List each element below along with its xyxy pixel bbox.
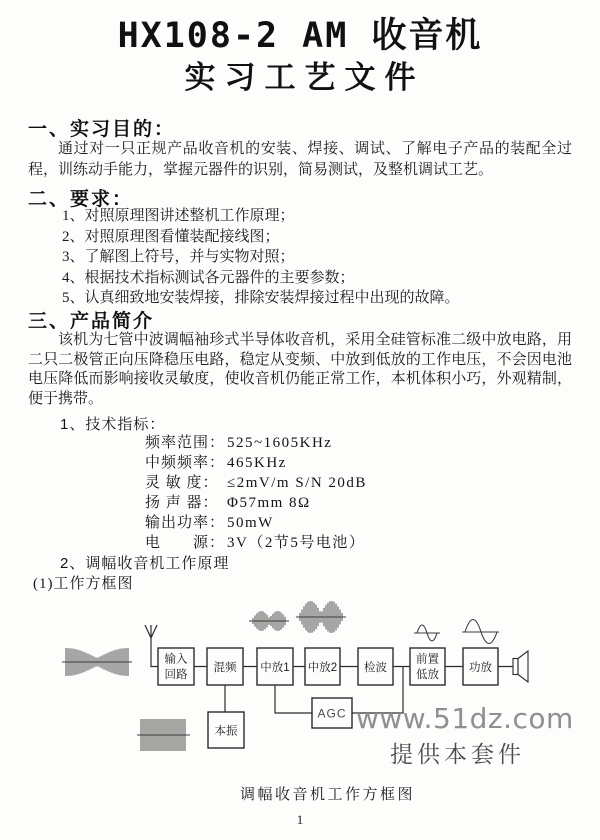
diagram-caption: 调幅收音机工作方框图 (239, 787, 415, 803)
spec-label: 输出功率： (145, 515, 226, 531)
spec-value: 50mW (227, 515, 274, 531)
spec-row (145, 513, 367, 533)
spec-label: 扬 声 器： (145, 495, 219, 511)
block-pre-amp-label2: 低放 (416, 669, 439, 681)
spec-value: 525~1605KHz (227, 435, 333, 451)
block-input-circuit-label1: 输入 (164, 653, 188, 666)
spec-label: 频率范围： (145, 435, 226, 451)
block-power-amp-label: 功放 (469, 662, 492, 674)
working-principle-title: 2、调幅收音机工作原理 (60, 555, 230, 572)
page-number: 1 (296, 812, 304, 827)
spec-value: 3V（2节5号电池） (227, 535, 366, 551)
section-1-heading: 一、实习目的： (28, 119, 176, 140)
requirement-item: 5、认真细致地安装焊接，排除安装焊接过程中出现的故障。 (62, 290, 460, 307)
section-3-heading: 三、产品简介 (28, 311, 155, 332)
spec-row (145, 533, 367, 553)
spec-row (145, 473, 367, 493)
spec-row (145, 493, 367, 513)
spec-label: 灵 敏 度： (145, 475, 219, 491)
doc-title-line2: 实习工艺文件 (184, 60, 425, 95)
requirements-list (62, 206, 460, 309)
spec-value: 465KHz (227, 455, 287, 471)
block-detector-label: 检波 (364, 662, 387, 674)
doc-title-line1: HX108-2 AM 收音机 (117, 16, 483, 56)
spec-value: ≤2mV/m S/N 20dB (227, 475, 367, 491)
spec-row (145, 433, 367, 453)
requirement-item: 4、根据技术指标测试各元器件的主要参数； (62, 269, 355, 286)
section-3-paragraph: 该机为七管中波调幅袖珍式半导体收音机，采用全硅管标准二级中放电路，用二只二极管正向压降稳压电路，稳定从变频、中放到低放的工作电压，不会因电池电压降低而影响接收灵敏度，使收音机仍能正常工作，本机体积小巧，外观精制，便于携带。 (28, 332, 572, 407)
antenna-icon (145, 625, 158, 667)
spec-label: 中频频率： (145, 455, 226, 471)
block-input-circuit-label2: 回路 (164, 669, 188, 681)
block-local-osc-label: 本振 (214, 725, 238, 738)
requirement-item: 2、对照原理图看懂装配接线图； (62, 228, 280, 245)
requirement-item: 1、对照原理图讲述整机工作原理； (62, 208, 295, 224)
watermark-caption: 提供本套件 (390, 741, 525, 767)
spec-row (145, 453, 367, 473)
tech-specs-title: 1、技术指标： (60, 416, 166, 433)
block-pre-amp-label1: 前置 (416, 653, 439, 666)
tech-specs-list (145, 433, 367, 553)
block-if-amp-1-label: 中放1 (260, 662, 290, 674)
spec-label: 电 源： (145, 535, 226, 551)
watermark-url: www.51dz.com (356, 702, 574, 735)
spec-value: Φ57mm 8Ω (227, 495, 311, 511)
block-if-amp-2-label: 中放2 (307, 662, 338, 674)
section-2-heading: 二、要求： (28, 189, 134, 210)
section-1-paragraph: 通过对一只正规产品收音机的安装、焊接、调试、了解电子产品的装配全过程，训练动手能力，掌握元器件的识别，简易测试，及整机调试工艺。 (28, 141, 572, 178)
speaker-icon (513, 651, 528, 682)
block-mixer-label: 混频 (213, 662, 237, 674)
block-diagram-subtitle: (1)工作方框图 (33, 576, 134, 592)
requirement-item: 3、了解图上符号，并与实物对照； (62, 249, 295, 266)
block-agc-label: AGC (317, 706, 347, 721)
